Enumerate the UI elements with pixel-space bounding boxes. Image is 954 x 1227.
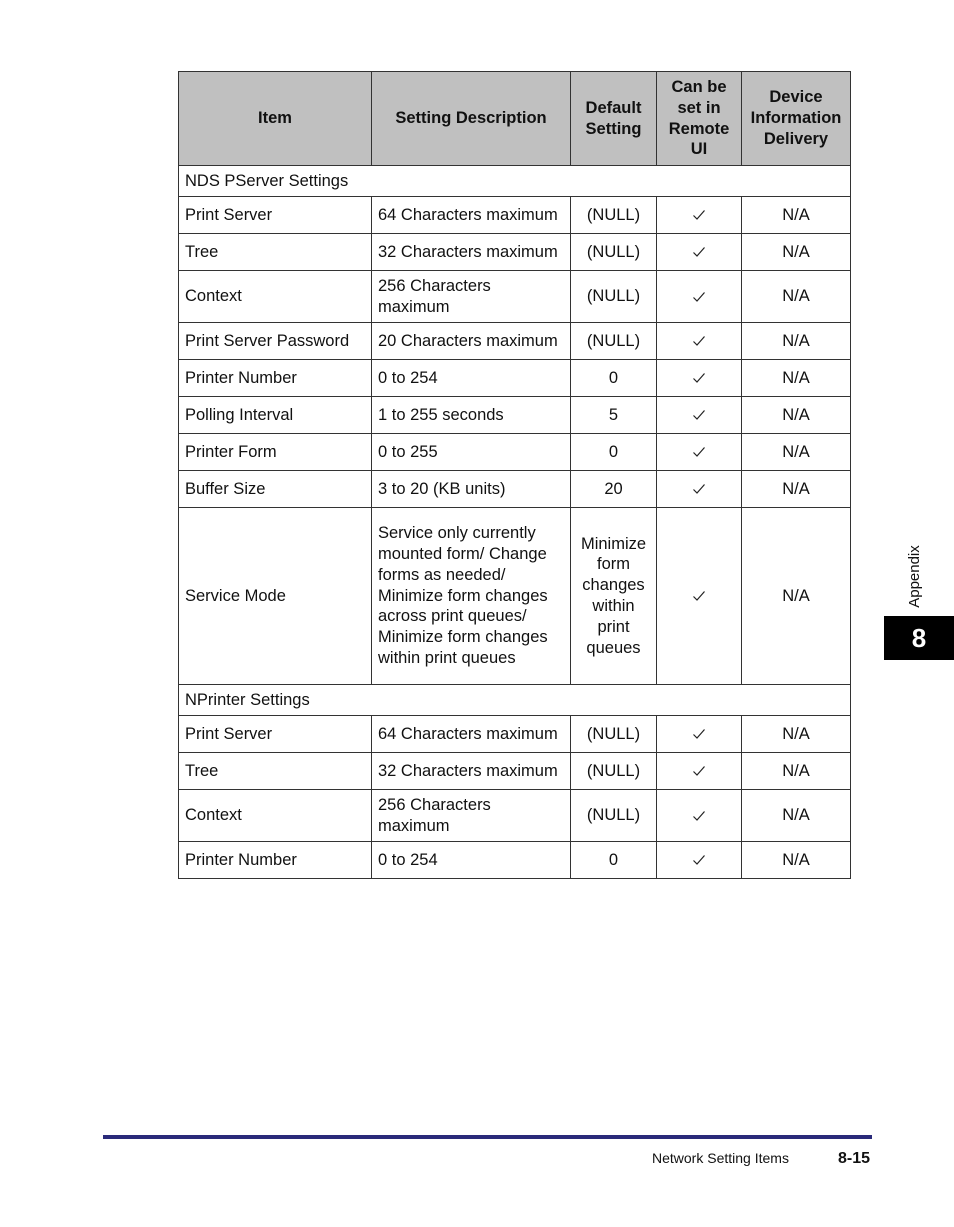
remote-ui-cell xyxy=(657,271,742,323)
table-row xyxy=(179,753,851,790)
default-cell: (NULL) xyxy=(571,271,657,323)
description-cell: 1 to 255 seconds xyxy=(372,397,571,434)
remote-ui-cell xyxy=(657,360,742,397)
table-row xyxy=(179,508,851,685)
table-row xyxy=(179,197,851,234)
section-title: NDS PServer Settings xyxy=(179,166,851,197)
item-cell: Print Server Password xyxy=(179,323,372,360)
table-row xyxy=(179,397,851,434)
table-row xyxy=(179,790,851,842)
description-cell: 32 Characters maximum xyxy=(372,234,571,271)
default-cell: 0 xyxy=(571,434,657,471)
description-cell: 32 Characters maximum xyxy=(372,753,571,790)
delivery-cell: N/A xyxy=(742,842,851,879)
header-device-information-delivery: Device Information Delivery xyxy=(742,72,851,166)
description-cell: 20 Characters maximum xyxy=(372,323,571,360)
default-cell: 5 xyxy=(571,397,657,434)
default-cell: (NULL) xyxy=(571,323,657,360)
default-cell: (NULL) xyxy=(571,790,657,842)
checkmark-icon xyxy=(692,443,706,461)
checkmark-icon xyxy=(692,480,706,498)
item-cell: Service Mode xyxy=(179,508,372,685)
checkmark-icon xyxy=(692,851,706,869)
description-cell: 0 to 254 xyxy=(372,360,571,397)
default-cell: 0 xyxy=(571,360,657,397)
page-number: 8-15 xyxy=(838,1150,871,1167)
delivery-cell: N/A xyxy=(742,753,851,790)
item-cell: Tree xyxy=(179,234,372,271)
item-cell: Print Server xyxy=(179,197,372,234)
header-remote-ui: Can be set in Remote UI xyxy=(657,72,742,166)
description-cell: 64 Characters maximum xyxy=(372,197,571,234)
item-cell: Print Server xyxy=(179,716,372,753)
table-row xyxy=(179,271,851,323)
table-row xyxy=(179,234,851,271)
item-cell: Printer Number xyxy=(179,842,372,879)
checkmark-icon xyxy=(692,206,706,224)
remote-ui-cell xyxy=(657,323,742,360)
checkmark-icon xyxy=(692,587,706,605)
section-row xyxy=(179,685,851,716)
header-setting-description: Setting Description xyxy=(372,72,571,166)
item-cell: Buffer Size xyxy=(179,471,372,508)
description-cell: 0 to 254 xyxy=(372,842,571,879)
table-row xyxy=(179,842,851,879)
checkmark-icon xyxy=(692,332,706,350)
delivery-cell: N/A xyxy=(742,508,851,685)
delivery-cell: N/A xyxy=(742,716,851,753)
footer-title: Network Setting Items xyxy=(652,1150,789,1166)
item-cell: Context xyxy=(179,790,372,842)
section-title: NPrinter Settings xyxy=(179,685,851,716)
description-cell: Service only currently mounted form/ Change forms as needed/ Minimize form changes across print queues/ Minimize form changes within print queues xyxy=(372,508,571,685)
description-cell: 256 Characters maximum xyxy=(372,271,571,323)
item-cell: Tree xyxy=(179,753,372,790)
section-row xyxy=(179,166,851,197)
delivery-cell: N/A xyxy=(742,360,851,397)
remote-ui-cell xyxy=(657,753,742,790)
delivery-cell: N/A xyxy=(742,197,851,234)
remote-ui-cell xyxy=(657,434,742,471)
remote-ui-cell xyxy=(657,790,742,842)
item-cell: Printer Form xyxy=(179,434,372,471)
footer-rule xyxy=(103,1135,872,1139)
chapter-side-label xyxy=(884,540,944,612)
table-header-row xyxy=(179,72,851,166)
remote-ui-cell xyxy=(657,716,742,753)
chapter-tab: 8 xyxy=(884,616,954,660)
delivery-cell: N/A xyxy=(742,471,851,508)
table-row xyxy=(179,716,851,753)
description-cell: 0 to 255 xyxy=(372,434,571,471)
remote-ui-cell xyxy=(657,397,742,434)
checkmark-icon xyxy=(692,243,706,261)
checkmark-icon xyxy=(692,369,706,387)
default-cell: (NULL) xyxy=(571,197,657,234)
remote-ui-cell xyxy=(657,842,742,879)
default-cell: 20 xyxy=(571,471,657,508)
delivery-cell: N/A xyxy=(742,397,851,434)
default-cell: Minimize form changes within print queues xyxy=(571,508,657,685)
remote-ui-cell xyxy=(657,197,742,234)
appendix-label: Appendix xyxy=(905,544,923,608)
item-cell: Context xyxy=(179,271,372,323)
table-row xyxy=(179,360,851,397)
table-row xyxy=(179,434,851,471)
delivery-cell: N/A xyxy=(742,790,851,842)
delivery-cell: N/A xyxy=(742,271,851,323)
description-cell: 64 Characters maximum xyxy=(372,716,571,753)
default-cell: (NULL) xyxy=(571,753,657,790)
header-default-setting: Default Setting xyxy=(571,72,657,166)
remote-ui-cell xyxy=(657,234,742,271)
remote-ui-cell xyxy=(657,508,742,685)
default-cell: 0 xyxy=(571,842,657,879)
default-cell: (NULL) xyxy=(571,716,657,753)
item-cell: Printer Number xyxy=(179,360,372,397)
network-settings-table xyxy=(178,71,851,879)
checkmark-icon xyxy=(692,806,706,824)
delivery-cell: N/A xyxy=(742,434,851,471)
table-row xyxy=(179,471,851,508)
description-cell: 3 to 20 (KB units) xyxy=(372,471,571,508)
checkmark-icon xyxy=(692,406,706,424)
checkmark-icon xyxy=(692,725,706,743)
header-item: Item xyxy=(179,72,372,166)
table-row xyxy=(179,323,851,360)
remote-ui-cell xyxy=(657,471,742,508)
delivery-cell: N/A xyxy=(742,234,851,271)
checkmark-icon xyxy=(692,762,706,780)
default-cell: (NULL) xyxy=(571,234,657,271)
delivery-cell: N/A xyxy=(742,323,851,360)
item-cell: Polling Interval xyxy=(179,397,372,434)
description-cell: 256 Characters maximum xyxy=(372,790,571,842)
checkmark-icon xyxy=(692,287,706,305)
